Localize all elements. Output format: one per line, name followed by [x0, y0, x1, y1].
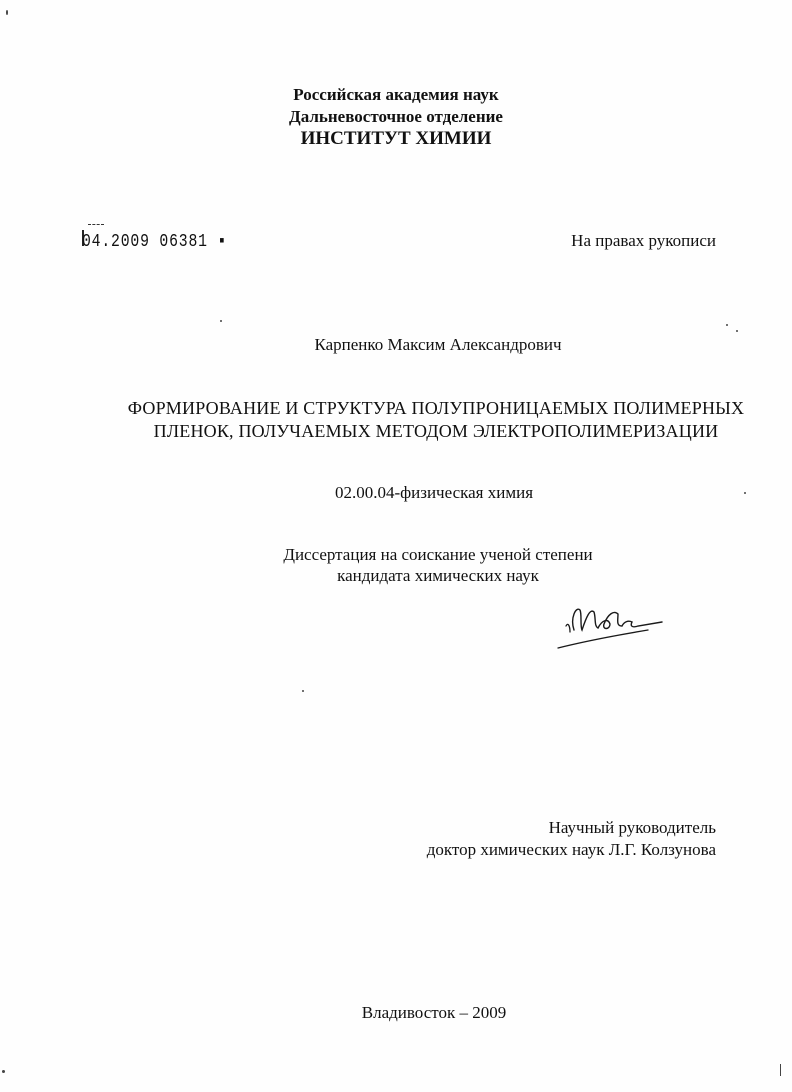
- scan-speck: [302, 690, 304, 692]
- scan-speck: [6, 10, 8, 15]
- scan-speck: [220, 320, 222, 322]
- scan-speck: [726, 324, 728, 326]
- title-line-2: ПЛЕНОК, ПОЛУЧАЕМЫХ МЕТОДОМ ЭЛЕКТРОПОЛИМЕРИЗАЦИИ: [153, 421, 719, 441]
- institute-name: ИНСТИТУТ ХИМИИ: [300, 128, 492, 149]
- branch-name: Дальневосточное отделение: [289, 107, 503, 126]
- author-signature: [552, 596, 672, 656]
- place-year: Владивосток – 2009: [361, 1003, 507, 1022]
- supervisor-role: Научный руководитель: [548, 818, 716, 837]
- scan-speck: [736, 330, 738, 332]
- rights-note: На правах рукописи: [571, 231, 716, 250]
- registration-number-text: 04.2009 06381: [82, 232, 208, 252]
- author-name: Карпенко Максим Александрович: [314, 335, 562, 354]
- degree-line-1: Диссертация на соискание ученой степени: [283, 545, 593, 564]
- registration-overline: [88, 224, 104, 225]
- registration-dash: ▪: [207, 232, 228, 252]
- scan-speck: [780, 1064, 781, 1076]
- title-line-1: ФОРМИРОВАНИЕ И СТРУКТУРА ПОЛУПРОНИЦАЕМЫХ ПОЛИМЕРНЫХ: [127, 398, 745, 418]
- registration-number: [82, 232, 227, 252]
- academy-name: Российская академия наук: [293, 85, 499, 104]
- supervisor-name: доктор химических наук Л.Г. Колзунова: [426, 840, 716, 859]
- scan-speck: [2, 1070, 5, 1073]
- degree-line-2: кандидата химических наук: [337, 566, 539, 585]
- specialty: 02.00.04-физическая химия: [334, 483, 534, 502]
